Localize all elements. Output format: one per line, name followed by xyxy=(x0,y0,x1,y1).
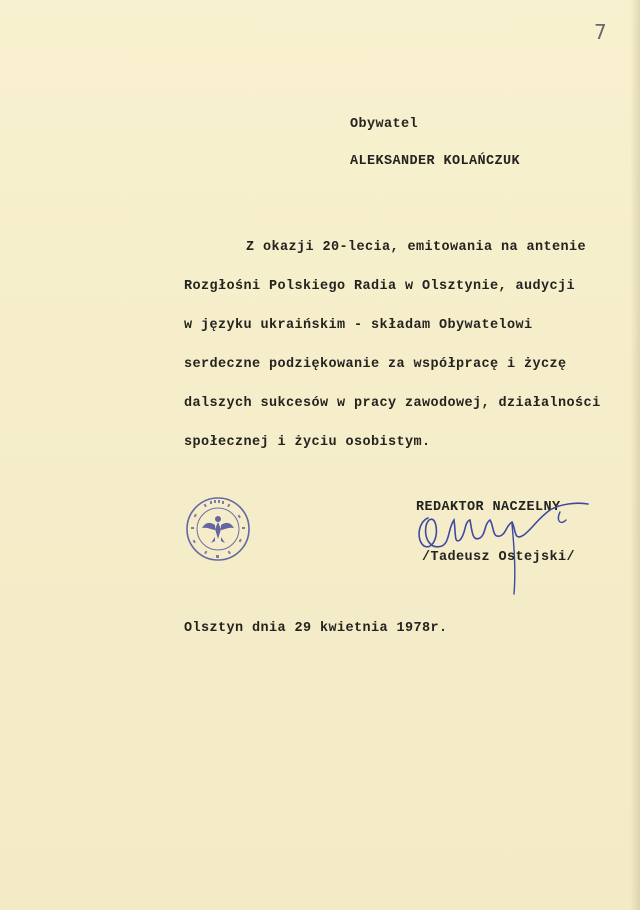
body-line-6: społecznej i życiu osobistym. xyxy=(184,435,431,450)
paper-edge-shadow xyxy=(630,0,640,910)
signature-name: /Tadeusz Ostejski/ xyxy=(422,550,576,565)
handwritten-page-number: 7 xyxy=(594,20,607,44)
body-line-5: dalszych sukcesów w pracy zawodowej, działalności xyxy=(184,396,601,411)
handwritten-signature xyxy=(410,490,610,600)
official-seal-stamp xyxy=(184,495,252,563)
body-line-2: Rozgłośni Polskiego Radia w Olsztynie, audycji xyxy=(184,279,576,294)
eagle-emblem-icon xyxy=(202,516,234,543)
body-line-1: Z okazji 20-lecia, emitowania na antenie xyxy=(246,240,587,255)
addressee-salutation: Obywatel xyxy=(350,117,419,132)
body-line-4: serdeczne podziękowanie za współpracę i życzę xyxy=(184,357,567,372)
body-line-3: w języku ukraińskim - składam Obywatelowi xyxy=(184,318,533,333)
addressee-name: ALEKSANDER KOLAŃCZUK xyxy=(350,154,521,169)
signature-title: REDAKTOR NACZELNY xyxy=(416,500,561,515)
place-and-date: Olsztyn dnia 29 kwietnia 1978r. xyxy=(184,621,448,636)
